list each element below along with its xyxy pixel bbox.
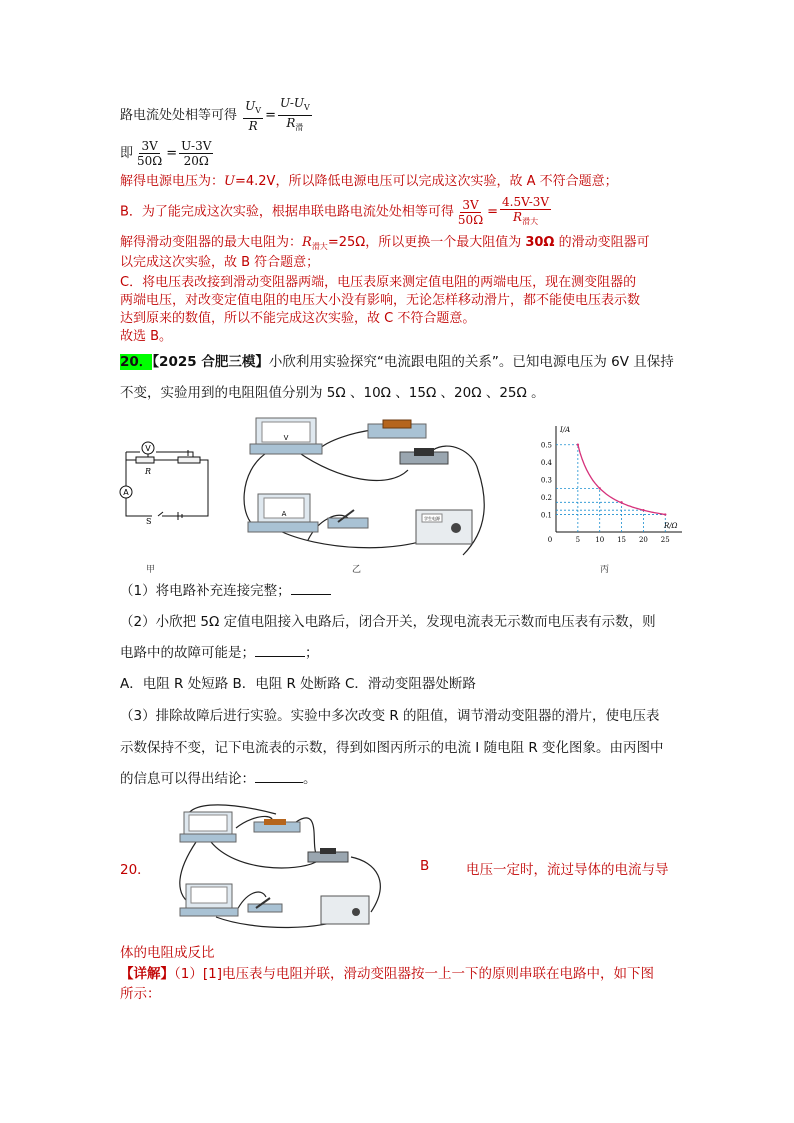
apparatus-diagram [238, 410, 500, 560]
question-part-3-line-3: 的信息可以得出结论： 。 [120, 771, 317, 787]
y-tick-label: 0.3 [540, 476, 552, 485]
question-part-3-line-2: 示数保持不变，记下电流表的示数，得到如图丙所示的电流 I 随电阻 R 变化图象。由丙图中 [120, 740, 664, 756]
y-tick-label: 0.1 [540, 511, 552, 520]
y-tick-label: 0.2 [540, 494, 552, 503]
caption-yi: 乙 [352, 565, 362, 575]
question-number: 20． [120, 354, 153, 370]
resistor-label: R [145, 467, 152, 476]
caption-jia: 甲 [146, 565, 156, 575]
caption-bing: 丙 [600, 565, 610, 575]
x-tick-label: 25 [660, 536, 670, 544]
solution-line-6: 以完成这次实验，故 B 符合题意； [120, 255, 320, 270]
x-tick-label: 5 [575, 536, 581, 544]
solution-line-9: 达到原来的数值，所以不能完成这次实验，故 C 不符合题意。 [120, 311, 476, 326]
solution-line-3: 解得电源电压为：U=4.2V，所以降低电源电压可以完成这次实验，故 A 不符合题意； [120, 174, 618, 189]
switch-label: S [146, 517, 152, 526]
detail-line-1: 【详解】（1）[1]电压表与电阻并联，滑动变阻器按一上一下的原则串联在电路中，如下图 [120, 966, 654, 982]
question-part-1: （1）将电路补充连接完整； [120, 581, 331, 601]
question-20-stem-1: 20．【2025 合肥三模】小欣利用实验探究“电流跟电阻的关系”。已知电源电压为 6V 且保持 [120, 354, 674, 370]
question-part-2-line-2: 电路中的故障可能是； ； [120, 645, 319, 661]
x-tick-label: 15 [617, 536, 627, 544]
question-options: A．电阻 R 处短路 B．电阻 R 处断路 C．滑动变阻器处断路 [120, 676, 476, 692]
y-axis-label: I/A [560, 426, 571, 434]
ammeter-label: A [123, 488, 129, 497]
detail-line-2: 所示： [120, 986, 161, 1002]
question-part-3-line-1: （3）排除故障后进行实验。实验中多次改变 R 的阻值，调节滑动变阻器的滑片，使电压表 [120, 708, 660, 724]
circuit-diagram [118, 436, 220, 526]
answer-conclusion-line-1: 电压一定时，流过导体的电流与导 [466, 862, 669, 878]
solution-line-5: 解得滑动变阻器的最大电阻为：$R_{滑大}=25\Omega$，所以更换一个最大阻值为 30Ω 的滑动变阻器可 [120, 235, 650, 251]
data-point [642, 509, 644, 511]
y-tick-label: 0.5 [540, 441, 552, 450]
current-resistance-graph [528, 420, 688, 550]
x-tick-label: 20 [638, 536, 648, 544]
x-tick-label: 0 [547, 536, 553, 544]
answer-number: 20． [120, 862, 151, 878]
data-point [664, 513, 666, 515]
voltmeter-face-label: V [283, 434, 289, 442]
y-tick-label: 0.4 [540, 459, 552, 468]
answer-blank [255, 770, 303, 783]
solution-line-7: C．将电压表改接到滑动变阻器两端，电压表原来测定值电阻的两端电压，现在测变阻器的 [120, 275, 637, 290]
x-axis-label: R/Ω [664, 522, 678, 530]
data-curve [578, 445, 665, 515]
solution-line-4: B．为了能完成这次实验，根据串联电路电流处处相等可得 $\frac{3V}{50\Omega}$ = $\frac{4.5V-3V}{R_{滑大}}$ [120, 195, 550, 227]
detail-tag: 【详解】 [120, 966, 174, 982]
eq-line-1: 路电流处处相等可得 $\frac{U_V}{R}$ = $\frac{U-U_V}{R_滑}$ [120, 96, 314, 135]
question-20-stem-2: 不变，实验用到的电阻阻值分别为 5Ω 、10Ω 、15Ω 、20Ω 、25Ω 。 [120, 385, 545, 401]
data-point [599, 487, 601, 489]
text: 路电流处处相等可得 [120, 108, 238, 123]
voltmeter-label: V [145, 444, 151, 453]
answer-apparatus-diagram [176, 802, 398, 932]
fraction: $\frac{U_V}{R}$ [245, 98, 262, 133]
solution-line-8: 两端电压，对改变定值电阻的电压大小没有影响，无论怎样移动滑片，都不能使电压表示数 [120, 293, 641, 308]
solution-line-10: 故选 B。 [120, 329, 173, 344]
eq-line-2: 即 $\frac{3V}{50\Omega}$ = $\frac{U-3V}{20\Omega}$ [120, 139, 212, 168]
data-point [577, 444, 579, 446]
power-supply-label: 学生电源 [424, 516, 440, 521]
ammeter-face-label: A [281, 510, 287, 518]
data-point [620, 501, 622, 503]
fraction: $\frac{U-U_V}{R_滑}$ [279, 96, 310, 132]
x-tick-label: 10 [595, 536, 605, 544]
answer-conclusion-line-2: 体的电阻成反比 [120, 945, 215, 961]
answer-blank [255, 644, 305, 657]
question-source-tag: 【2025 合肥三模】 [152, 354, 269, 370]
question-part-2-line-1: （2）小欣把 5Ω 定值电阻接入电路后，闭合开关，发现电流表无示数而电压表有示数，则 [120, 614, 656, 630]
answer-blank [291, 582, 331, 595]
answer-choice: B [420, 858, 430, 874]
